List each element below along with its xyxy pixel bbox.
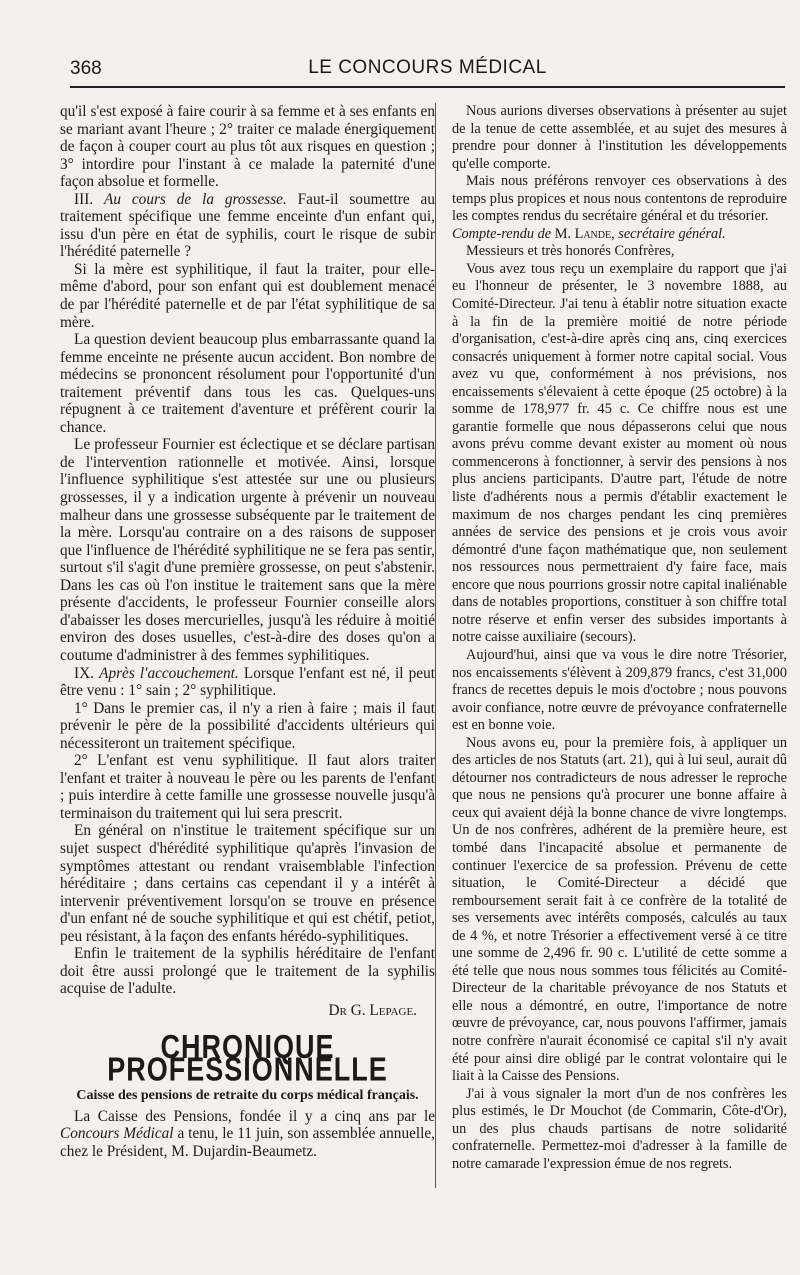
paragraph: qu'il s'est exposé à faire courir à sa femme et à ses enfants en se mariant avant l'heure ; 2° traiter ce malade énergiquement de façon à couper court au plus tôt aux risques en question ; 3° intordire pour l'instant à ce malade la paternité d'une façon absolue et formelle. xyxy=(60,103,435,191)
paragraph: Nous aurions diverses observations à présenter au sujet de la tenue de cette assemblée, et au sujet des mesures à prendre pour donner à l'institution les développements qu'elle comporte. xyxy=(452,103,787,172)
section-number: III. xyxy=(74,190,94,208)
salutation: Messieurs et très honorés Confrères, xyxy=(466,243,675,260)
paragraph: Mais nous préférons renvoyer ces observations à des temps plus propices et nous nous contentons de reproduire les comptes rendus du secrétaire général et du trésorier. xyxy=(452,173,787,225)
paragraph-section-ix xyxy=(60,665,435,700)
page-header xyxy=(70,52,785,88)
paragraph: En général on n'institue le traitement spécifique sur un sujet suspect d'hérédité syphilitique qu'après l'invasion de symptômes attestant ou rendant vraisemblable l'infection héréditaire ; dans certains cas cependant il y a intérêt à intervenir préventivement lorsqu'on se trouve en présence d'un enfant né de souche syphilitique et qui est chétif, petiot, peu résistant, à la façon des enfants hérédo-syphilitiques. xyxy=(60,822,435,945)
paragraph: Si la mère est syphilitique, il faut la traiter, pour elle-même d'abord, pour son enfant qui est doublement menacé de par l'hérédité paternelle et de par l'état syphilitique de sa mère. xyxy=(60,260,435,331)
paragraph xyxy=(60,1108,435,1161)
paragraph: Nous avons eu, pour la première fois, à appliquer un des articles de nos Statuts (art. 21), qui à lui seul, aurait dû détourner nos contradicteurs de nous adresser le reproche que nous ne pensions qu'à procurer une bonne affaire à ceux qui avaient déjà la bonne chance de vivre longtemps. Un de nos confrères, adhérent de la première heure, est tombé dans l'incapacité absolue et permanente de continuer l'exercice de sa profession. Prévenu de cette situation, le Comité-Directeur a décidé que remboursement serait fait à ce confrère de la totalité de ses versements avec intérêts composés, calculés au taux de 4 %, et notre Trésorier a effectivement versé à ce titre une somme de 2,496 fr. 90 c. L'utilité de cette somme a été telle que nous nous sommes tous félicités au Comité-Directeur de la charitable prévoyance de nos Statuts et elle nous a démontré, en outre, l'importance de notre œuvre de prévoyance, car, nous pouvons l'affirmer, jamais notre confrère n'aurait économisé ce capital s'il n'y avait été pour ainsi dire obligé par le contrat volontaire qui le liait à la Caisse des Pensions. xyxy=(452,734,787,1085)
author-name: M. Lande, xyxy=(554,225,615,242)
paragraph-section-iii xyxy=(60,191,435,261)
journal-name: Concours Médical xyxy=(60,1125,174,1143)
author-signature: Dr G. Lepage. xyxy=(328,1001,417,1019)
heading-text: Compte-rendu de xyxy=(452,225,552,242)
section-title: CHRONIQUE PROFESSIONNELLE xyxy=(107,1028,388,1088)
paragraph: Aujourd'hui, ainsi que va vous le dire notre Trésorier, nos encaissements s'élèvent à 209,879 francs, c'est 31,000 francs de recettes depuis le mois d'octobre ; nous pouvons avoir confiance, notre œuvre de prévoyance confraternelle est en bonne voie. xyxy=(452,646,787,734)
right-column xyxy=(452,103,787,1173)
author-role: secrétaire général. xyxy=(618,225,726,242)
text-run: a tenu, le 11 juin, son assemblée annuelle, chez le Président, M. Dujardin-Beaumetz. xyxy=(60,1125,436,1160)
text-run: La Caisse des Pensions, fondée il y a cinq ans par le xyxy=(74,1107,435,1125)
paragraph: J'ai à vous signaler la mort d'un de nos confrères les plus estimés, le Dr Mouchot (de Commarin, Côte-d'Or), un des plus chauds partisans de notre solidarité confraternelle. Permettez-moi d'adresser à la famille de notre camarade l'expression émue de nos regrets. xyxy=(452,1085,787,1172)
section-heading: Après l'accouchement. xyxy=(99,664,239,682)
paragraph: 2° L'enfant est venu syphilitique. Il faut alors traiter l'enfant et traiter à nouveau le père ou les parents de l'enfant ; puis interdire à cette famille une grossesse nouvelle jusqu'à terminaison du traitement qui lui sera prescrit. xyxy=(60,752,435,822)
journal-title: LE CONCOURS MÉDICAL xyxy=(308,57,547,78)
section-number: IX. xyxy=(74,664,94,682)
article-title: Caisse des pensions de retraite du corps médical français. xyxy=(76,1087,419,1103)
left-column xyxy=(60,103,435,1160)
paragraph: 1° Dans le premier cas, il n'y a rien à faire ; mais il faut prévenir le père de la possibilité d'accidents ultérieurs qui nécessiteront un traitement spécifique. xyxy=(60,699,435,752)
page-number: 368 xyxy=(70,58,102,79)
column-divider xyxy=(435,103,436,1188)
section-text: Lorsque l'enfant est né, il peut être venu : 1° sain ; 2° syphilitique. xyxy=(60,664,435,700)
paragraph: Enfin le traitement de la syphilis héréditaire de l'enfant doit être aussi prolongé que le traitement de la syphilis acquise de l'adulte. xyxy=(60,945,435,998)
paragraph: Le professeur Fournier est éclectique et se déclare partisan de l'intervention rationnelle et motivée. Ainsi, lorsque l'influence syphilitique s'est attestée sur une ou plusieurs grossesses, il y a indication urgente à prévenir un nouveau malheur dans une grossesse subséquente par le traitement de la mère. Lorsqu'au contraire on a des raisons de supposer que l'influence de l'hérédité syphilitique ne se fera pas sentir, surtout s'il s'agit d'une première grossesse, on peut s'abstenir. Dans les cas où l'on institue le traitement sans que la mère présente d'accidents, le professeur Fournier conseille alors d'abaisser les doses mercurielles, jusqu'à les réduire à moitié environ des doses usuelles, c'est-à-dire des doses qu'on a coutume d'administrer à des femmes syphilitiques. xyxy=(60,436,435,664)
paragraph: Vous avez tous reçu un exemplaire du rapport que j'ai eu l'honneur de présenter, le 3 novembre 1888, au Comité-Directeur. J'ai tenu à établir notre situation exacte à la fin de la première moitié de notre période d'organisation, c'est-à-dire après cinq ans, cinq exercices consacrés uniquement à former notre capital social. Vous avez vu que, conformément à nos prévisions, nos encaissements s'élevaient à cette époque (25 octobre) à la somme de 178,977 fr. 45 c. Ce chiffre nous est une garantie formelle que nous dépasserons celui que nous avons prévu comme devant exister au moment où nous commencerons à fonctionner, à servir des pensions à nos plus anciens participants. D'autre part, l'étude de notre liste d'adhérents nous a permis d'établir exactement le maximum de nos charges pendant les cinq premières années de service des pensions et je crois vous avoir démontré d'une façon mathématique que, non seulement nos ressources nous permettraient d'y faire face, mais encore que nous pourrions grossir notre capital inaliénable dans de notables proportions, constituer à son chiffre total notre réserve et enfin verser des subsides importants à notre caisse auxiliaire (secours). xyxy=(452,260,787,646)
section-heading: Au cours de la grossesse. xyxy=(104,190,287,208)
paragraph: La question devient beaucoup plus embarrassante quand la femme enceinte ne présente aucun accident. Bon nombre de médecins se prononcent résolument pour l'opportunité d'un traitement préventif dans tous les cas. Quelques-uns répugnent à ce traitement d'aventure et préfèrent courir la chance. xyxy=(60,331,435,436)
report-heading xyxy=(452,226,787,244)
section-text: Faut-il soumettre au traitement spécifique une femme enceinte d'un enfant qui, issu d'un père en état de syphilis, court le risque de subir l'hérédité paternelle ? xyxy=(60,190,435,261)
